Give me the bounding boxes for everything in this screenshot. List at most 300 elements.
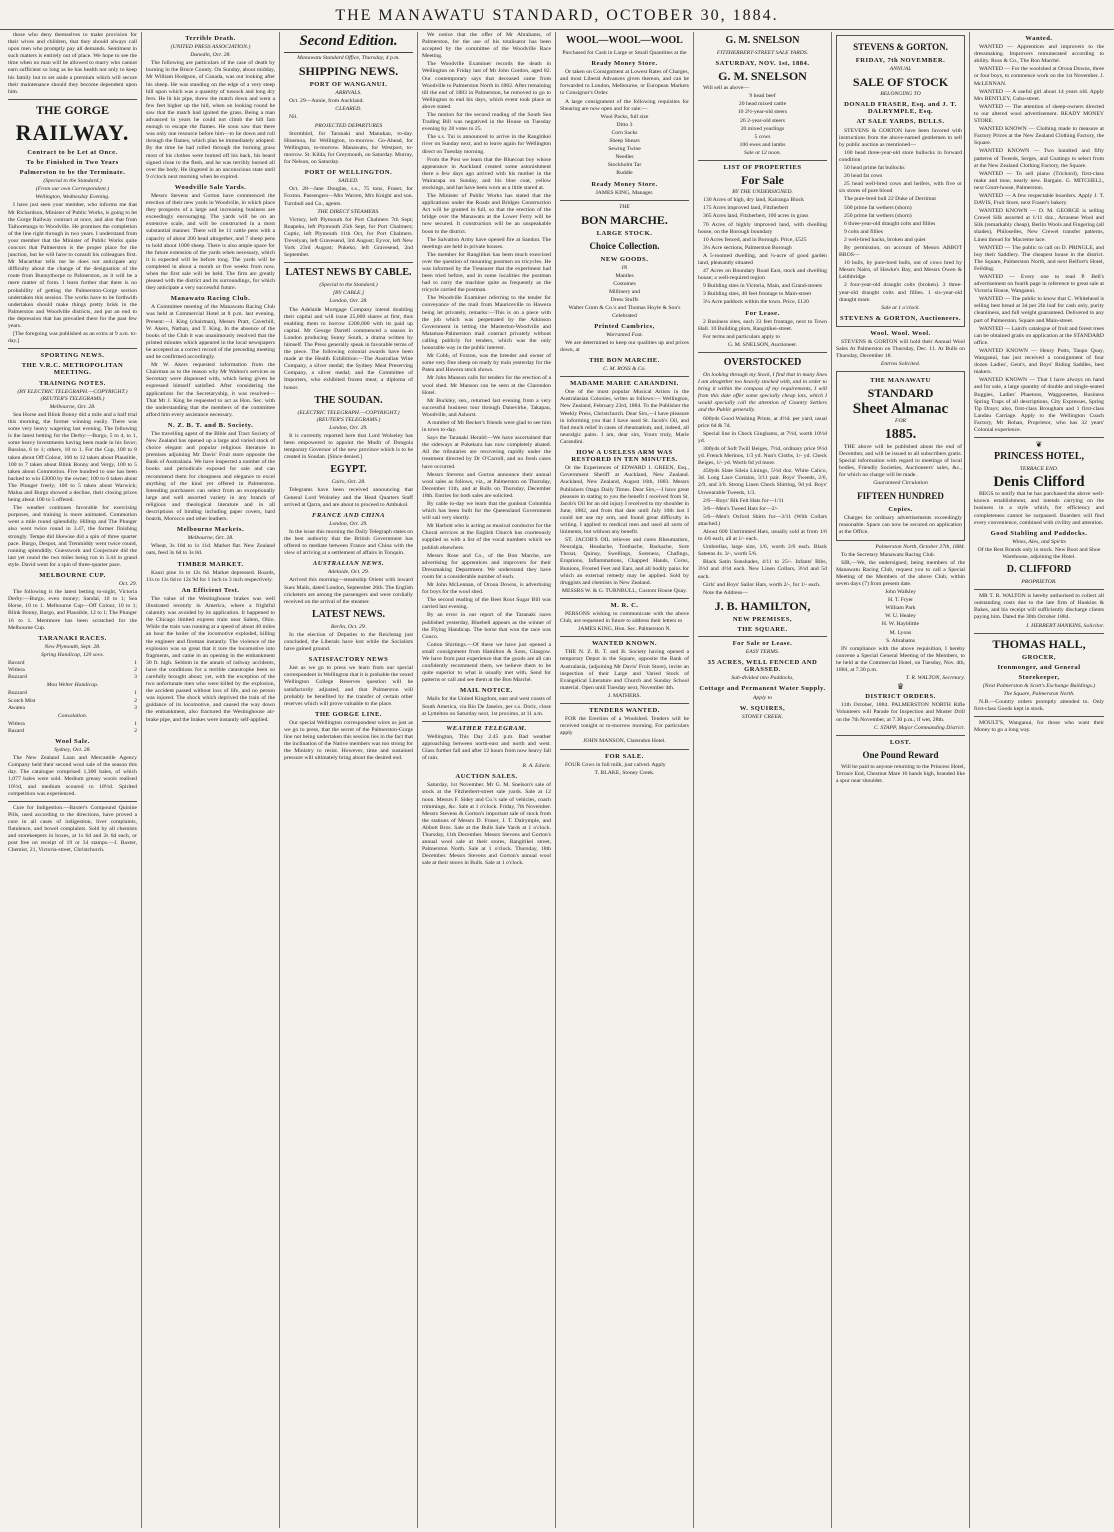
list-item: WANTED — The public to call on D. PRINGLE, and buy their Saddlery. The cheapest house in the district. The Square, Palmerston North, and next Belfort's Hotel, Feilding. <box>974 244 1104 272</box>
list-item: 20 mixed yearlings <box>740 125 785 132</box>
subheadline: PORT OF WANGANUI. <box>309 81 388 89</box>
horse-name: Witlera <box>8 667 25 674</box>
horse-name: Buzzard <box>8 674 27 681</box>
ad-headline: BON MARCHE. <box>581 212 668 227</box>
ad-headline: LOST. <box>889 738 912 746</box>
list-item: Ruddle <box>616 170 633 177</box>
advertisement-text: BEGS to notify that he has purchased the above well-known establishment, and intends carrying on the business in a style which, for efficiency and completeness cannot be surpassed. Boarders will find every convenience, combined with civility and attention. <box>974 491 1104 526</box>
section-heading: MAIL NOTICE. <box>460 687 513 695</box>
advertisement-text: For terms and particulars apply to <box>703 333 780 340</box>
ad-headline: NEW PREMISES, <box>732 615 793 623</box>
dateline: Berlin, Oct. 29. <box>330 623 367 630</box>
headline: THE GORGE <box>35 102 109 117</box>
list-item: 175 Acres improved land, Fitzherbert <box>703 205 789 212</box>
article-text: The value of the Westinghouse brakes was well illustrated recently in America, where a frightful calamity was avoided by its application. It happened to the Chicago limited express train near Salem, Ohio. While the train was running at a speed of about 40 miles an hour the boiler of the locomotive exploded, killing the engineer and fireman instantly. The violence of the explosion was so great that it tore the locomotive into fragments, and came in an opening in the embankment 30 ft. high. Seldom in the annals of railway accidents, have the conditions for a terrible catastrophe been so carefully brought about; yet, with the exception of the two unfortunate men who were killed by the explosion, the accident passed without loss of life, and no person was injured. The shock which deprived the train of the guidance of its locomotive, and caused the way down the embankment, also fractured the Westinghouse air-brake pipe, and the brakes were instantly self-applied. <box>146 595 275 723</box>
list-item: WANTED KNOWN — Two hundred and fifty patterns of Tweeds, Serges, and Coatings to select from at the New Zealand Clothing Factory, the Square. <box>974 148 1104 169</box>
ad-text: PROPRIETOR. <box>1021 579 1057 586</box>
section-heading: Wanted. <box>1025 35 1053 42</box>
place: 2 <box>134 667 137 674</box>
advertisement-text: Purchased for Cash in Large or Small Quantities at the <box>562 50 687 56</box>
subheadline: THE V.R.C. METROPOLITAN MEETING. <box>21 362 124 377</box>
list-item: 130 Acres of high, dry land, Kairanga Block <box>703 197 804 204</box>
article-text: Sea Horse and Blink Bonny did a mile and a half trial this morning, the former winning easily. There was some very heavy wagering last evening. The following is the latest betting for the Derby:—Burgo, 5 to 4, to 1, some heavy investments having been made in his favor; Bassina, 6 to 1; others, 10 to 1. For the Cup, 100 to 8 taken about Off Colour, 100 to 12 taken about Plausible, 100 to 7 taken about Blink Bonny and Vergy, 100 to 5 taken about Commotion. Five hundred to one has been backed to win £3000 by the owner; 100 to 6 taken about The Plunger freely; 100 to 5 taken about Warwick; Malua and Burgo showed a decline, their closing prices being about 100 to 5 offered. <box>8 411 137 504</box>
ad-headline: SALE OF STOCK <box>852 75 949 90</box>
item-list <box>698 197 827 306</box>
article-text: The Minister of Public Works has stated that the applications under the Roads and Bridges Construction Act will be granted in full, so that the erection of the bridge over the Manawatu at the Lower Ferry will be now secured. It construction will be an unspeakable boon to the district. <box>422 193 551 235</box>
article-text: Mr W. Akers requested information from the Chairman as to the reason why Mr Walton's services as Secretary were dispensed with, which being given he expressed himself satisfied. After considering the applications for the Secretaryship, it was resolved—That Mr J. King be requested to act as Hon. Sec. with the understanding that the members of the committee afford him every assistance necessary. <box>146 362 275 418</box>
list-item: 6 three-year-old draught colts and fillies <box>844 220 936 227</box>
article-text: By cable to-day we learn that the gunboat Columbia which has been built for the Queensland Government will sail very shortly. <box>422 501 551 522</box>
advertisement-text: 2 Business sites, each 33 feet frontage, next to Town Hall. 10 Building plots, Rangitikei-street. <box>698 318 827 332</box>
list-item: W. U. Healey <box>885 613 916 620</box>
result-row <box>8 674 137 681</box>
advertisement-text: FOUR Cows in full milk, just calved. Apply <box>565 761 666 768</box>
place: 1 <box>134 720 137 727</box>
ad-headline: Ready Money Store. <box>591 60 658 68</box>
article-text: In the issue this morning the Daily Telegraph states on the best authority that the British Government has offered to mediate between France and China with the view of arriving at a settlement of affairs in Tonquin. <box>284 528 413 557</box>
ad-text: Guaranteed Circulation <box>873 480 928 487</box>
ad-headline: Storekeeper, <box>1018 673 1060 681</box>
ad-headline: Ready Money Store. <box>591 180 658 188</box>
list-item: WANTED — The attention of sheep-owners directed to our altered wool advertisement. READY MONEY STORE. <box>974 103 1104 125</box>
section-heading: THE SOUDAN. <box>314 394 383 406</box>
ad-headline: 35 ACRES, WELL FENCED AND GRASSED. <box>707 659 818 674</box>
race-name: Spring Handicap, 120 sovs. <box>40 651 105 658</box>
signature: T. BLAKE, Stoney Creek. <box>594 769 655 776</box>
signature: J. MATHERS. <box>607 692 642 699</box>
item-list <box>560 273 689 304</box>
list-item: 100 head three-year-old store bullocks in forward condition <box>839 149 962 163</box>
ad-text: Sale at 12 noon. <box>744 149 781 156</box>
ad-headline: Wines, Ales, and Spirits <box>1012 538 1066 545</box>
horse-name: Awatea <box>8 704 25 711</box>
list-item: 100 ewes and lambs <box>739 141 786 148</box>
list-item: William Park <box>885 605 916 612</box>
place: 2 <box>134 727 137 734</box>
advertisement-text: FOR the Erection of a Woolshed. Tenders will be received tonight or to-morrow morning. For particulars apply <box>560 716 689 737</box>
dateline: Cairo, Oct. 28. <box>331 479 366 486</box>
section-heading: EGYPT. <box>330 464 367 476</box>
list-item: H. W. Hayblittle <box>881 621 920 628</box>
list-item: WANTED KNOWN — Henry Potts, Taupo Quay, Wanganui, has just received a consignment of four dozen Ladies', Gent's, and Boys' Riding Saddles, best makers. <box>974 347 1104 376</box>
article-text: Messrs Stevens and Gorton announce their annual wool sales as follows, viz., at Palmerston on Thursday, December 11th, and at Bulls on Thursday, December 18th. Entries for both sales are solicited. <box>422 471 551 499</box>
label: THE DIRECT STEAMERS. <box>317 208 380 215</box>
result-row <box>8 660 137 667</box>
ad-headline: For Lease. <box>745 309 780 317</box>
signature: MESSRS W. & G. TURNBULL, Custom House Quay. <box>561 587 688 594</box>
article-text: Arrived this morning—steamship Orient with inward Suez Mails, dated London, September 26th. The English cricketers are among the passengers and were cordially received on the arrival of the steamer. <box>284 577 413 605</box>
subheadline: Palmerston to be the Terminate. <box>19 169 126 177</box>
article-text: Telegrams have been received announcing that General Lord Wolseley and the Head Quarters Staff arrived at Qarra, and are about to proceed to Ambukol. <box>284 487 413 508</box>
classified-ads <box>974 44 1104 434</box>
ad-text: Warranted Fast. <box>605 331 644 338</box>
list-item: H. T. Fryer <box>887 597 914 604</box>
article-text: Just as we go to press we learn from our special correspondent in Wellington that it is probable the vexed Wellington College Reserves question will be satisfactorily adjusted, and that Palmerston will probably be benefited by the transfer of certain other reserves which will prove valuable to the place. <box>284 665 413 707</box>
list-item: Stockholm Tar <box>607 162 642 169</box>
byline: (Special to the Standard.) <box>319 282 378 289</box>
signature: R. A. Edwin. <box>522 763 551 770</box>
horse-name: Witlera <box>8 720 25 727</box>
list-item: WANTED KNOWN — Clothing made to measure at Factory Prices at the New Zealand Clothing Factory, the Square. <box>974 126 1104 147</box>
ad-text: Sale at 1 o'clock. <box>881 304 920 311</box>
dateline: Oct. 29. <box>118 581 137 588</box>
section-heading: FRANCE AND CHINA <box>312 511 385 519</box>
ad-headline: WANTED KNOWN. <box>591 640 658 648</box>
ad-text: Apply to <box>752 694 773 701</box>
ad-headline: DISTRICT ORDERS. <box>865 693 936 701</box>
article-text: A Committee meeting of the Manawatu Racing Club was held at Commercial Hotel at 8 p.m. last evening. Present:—J. King (chairman), Messrs Pratt, Caverhill, W. Akers, Nathan, and T. King. In the absence of the books of the Club it was unanimously resolved that the printed minutes which appeared in the local newspapers be accepted as a correct record of the preceding meeting and be confirmed accordingly. <box>146 304 275 361</box>
signature: W. SQUIRES, <box>739 704 786 712</box>
subheadline: TIMBER MARKET. <box>177 560 244 568</box>
ad-headline: TENDERS WANTED. <box>589 707 660 715</box>
list-item: Ditto 3 <box>616 121 633 128</box>
article-text: By an error in our report of the Taranaki races published yesterday, Bluebell appears as the winner of the Flying Handicap. The horse that won the race was Cuuco. <box>422 612 551 640</box>
ad-headline: THE <box>619 203 630 210</box>
subheadline: Manawatu Racing Club. <box>170 295 251 303</box>
article-text: Oct. 29—Annie, from Auckland. <box>289 98 364 105</box>
article-text: Stormbird, for Taranaki and Manukau, to-day. Hinemoa, for Wellington, to-morrow. Go-Ahead, for Wellington, to-morrow. Manawatu, for Westport, to-morrow. St. Kilda, for Greymouth, on Saturday. Murray, for Nelson, on Saturday. <box>284 130 413 166</box>
column-2 <box>142 32 280 1528</box>
advertisement-text: Walter Crum & Co.'s and Thomas Hoyle & Son's Celebrated <box>568 305 681 319</box>
list-item: John Walkley <box>885 589 916 596</box>
signature: J. HERBERT HANKINS, Solicitor. <box>1025 622 1104 629</box>
article-text: those who deny themselves to make provision for their wives and children, that they should always call upon men who promptly pay all demands. Sentiment in such matters is entirely out of place. We hope to see the time when no man will be allowed to marry who cannot earn sufficient so long as he has health not only to keep his family but to set aside a premium which will secure their maintenance should they become dependent upon him. <box>8 32 137 95</box>
dateline: London, Oct. 29. <box>329 424 368 431</box>
label: SAILED. <box>338 178 359 185</box>
label: ARRIVALS. <box>335 90 362 97</box>
horse-name: Bazard <box>8 727 25 734</box>
result-row <box>8 667 137 674</box>
article-text: [The foregoing was published as an extra at 9 a.m. to-day.] <box>8 331 137 345</box>
result-row <box>8 690 137 697</box>
dateline: London, Oct. 28. <box>329 298 368 305</box>
ad-headline: HOW A USELESS ARM WAS RESTORED IN TEN MINUTES. <box>571 449 678 464</box>
article-text: The following is the latest betting to-night, Victoria Derby:—Burgo, even money; Sandal, 10 to 1; Sea Horse, 10 to 1. Melbourne Cup—Off Colour, 10 to 1; Blink Bonny, Burgo, and Plausible, 12 to 1; The Plunger 16 to 1. Mentmore has been scratched for the Melbourne Cup. <box>8 589 137 631</box>
advertisement-text: Or taken on Consignment at Lowest Rates of Charges, and most Liberal Advances given thereon, and can be forwarded to London, Melbourne, or European Markets to Consignor's Order. <box>560 69 689 97</box>
advertisement-text: THE N. Z. B. T. and B. Society having opened a temporary Depot in the Square, opposite the Bank of Australasia, (adjoining Mr Davis' Fruit Store), invite an inspection of their Large and Varied Stock of Evangelical Literature and Church and Sunday School material. Open until Tuesday next, November 4th. <box>560 649 689 691</box>
column-6 <box>694 32 832 1528</box>
article-text: We notice that the offer of Mr Abrahams, of Palmerston, for the use of his totalisator has been accepted by the committee of the Woodville Race Meeting. <box>422 32 551 60</box>
list-item: S. Abrahams <box>885 637 916 644</box>
subheadline: Contract to be Let at Once. <box>27 148 118 156</box>
advertisement-text: By permission, on account of Messrs ABBOT BROS— <box>839 244 962 259</box>
list-item: Costumes <box>613 281 636 288</box>
ad-headline: Denis Clifford <box>993 474 1085 491</box>
ad-headline: Ironmonger, and General <box>997 663 1081 671</box>
dateline: London, Oct. 29. <box>329 520 368 527</box>
newspaper-columns <box>4 32 1110 1528</box>
horse-name: Scotch Mist <box>8 697 36 704</box>
article-text: Mr Harbott who is acting as musical conductor for the Choral services at the English Church has courteously supplied us with a list of the vocal numbers which we publish elsewhere. <box>422 523 551 551</box>
advertisement-text: One of the most popular Musical Artists in the Australasian Colonies, writes as follows:— Wellington, New Zealand, February 23rd, 1884. To the Publisher the Weekly Press, Christchurch. Dear Sirs,—I have pleasure in informing you that I have used St. Jacob's Oil, and find much relief in cases of rheumatism, and, indeed, all neuralgic pains. I am, dear sirs, Yours truly, Marie Carandini. <box>560 389 689 445</box>
ad-headline: SATURDAY, NOV. 1st, 1884. <box>715 60 810 68</box>
stock-sale-ad <box>836 35 965 327</box>
list-item: 50 head prime fat bullocks <box>844 165 905 172</box>
place: 3 <box>134 674 137 681</box>
list-item: 5/6—Men's Oxford Shirts for—3/11 (With Collars attached.) <box>698 513 827 527</box>
list-item: 3/6—Men's Tweed Hats for—2/- <box>703 505 778 512</box>
item-list <box>698 93 827 149</box>
ad-headline: NEW GOODS. <box>600 255 649 263</box>
item-list <box>839 150 962 244</box>
ad-text: Entries Solicited. <box>880 361 921 368</box>
ad-text: TERRACE END. <box>1019 466 1059 473</box>
advertisement-text: Will sell as above— <box>703 85 750 92</box>
dateline: Melbourne, Oct. 28. <box>187 535 234 542</box>
advertisement-text: 11th October, 1884. PALMERSTON NORTH Rifle Volunteers will Parade for Inspection and Muster Drill on the 7th November, at 7.30 p.m.; if wet, 28th. <box>836 702 965 723</box>
subheadline: An Efficient Test. <box>181 586 240 594</box>
edition-title: Second Edition. <box>284 32 413 53</box>
crest-icon: ❦ <box>1035 440 1043 450</box>
place: 1 <box>134 690 137 697</box>
place: 1 <box>134 660 137 667</box>
advertisement-text: Charges for ordinary advertisements exceedingly reasonable. Space can now be secured on application at the Office. <box>839 515 962 536</box>
section-heading: LATEST NEWS BY CABLE. <box>285 267 412 279</box>
list-item: 3 Building sites, 40 feet frontage to Main-street <box>703 291 812 298</box>
list-item: 25 head well-bred cows and heifers, with five or six stores of pure blood <box>839 181 962 195</box>
race-results <box>8 721 137 735</box>
list-item: 10 Acres fenced, and in Borough. Price, £525 <box>703 236 807 243</box>
byline: (BY ELECTRIC TELEGRAPH.—COPYRIGHT.) (REUTER'S TELEGRAMS.) <box>17 388 128 402</box>
dateline: Adelaide, Oct. 29. <box>327 569 370 576</box>
ad-headline: Printed Cambrics, <box>594 322 655 330</box>
ad-text: EASY TERMS. <box>745 649 780 656</box>
ad-headline: G. M. SNELSON <box>718 69 807 84</box>
list-item: M. Lyons <box>889 629 912 636</box>
ad-headline: Good Stabling and Paddocks. <box>990 529 1088 537</box>
advertisement-text: MR T. R. WALTON is hereby authorised to collect all outstanding costs due to the late firm of Hankins & Bakes, and his receipt will sufficiently discharge clients paying him. Dated the 30th October 1884. <box>974 593 1104 621</box>
list-item: 10 2½-year-old steers <box>737 109 788 116</box>
signature: JAMES KING, Hon. Sec. Palmerston N. <box>578 626 671 633</box>
list-item: 600yds Good Washing Prints, at 4½d. per yard, usual price 6d & 7d. <box>698 415 827 429</box>
horse-name: Bavard <box>8 660 25 667</box>
list-item: 450yds Slate Sileia Linings, 5½d doz. White Calico, 3d. Long Lace Curtains, 3/11 pair. Boys' Tweeds, 2/6, 2/9, and 3/6. Strong Linen Check Shirting, 9d yd. Boys' Unwearable Tweeds, 1/3. <box>698 468 827 496</box>
ad-headline: FOR SALE. <box>605 752 644 760</box>
place: 2 <box>134 697 137 704</box>
ad-headline: D. CLIFFORD <box>1006 564 1072 576</box>
list-item: Wool Packs, full size <box>600 113 649 120</box>
signature: JOHN MANSON, Clarendon Hotel. <box>583 738 666 745</box>
article-text: The weather continues favorable for exercising purposes, and training is more animated. Commotion went a mile round splendidly. Hilltop and The Plunger also went twice round in 3.47, the former finishing strongly. Tempe did likewise did a spin of three quarter pace. Burgo, Despot, and Trenmiddy went twice round, running splendidly. Guesswork and Conjecture did the last yet round the two miles being run in 3.44 in grand style. David went for a spin of three-quarter pace. <box>8 505 137 568</box>
subheadline: Melbourne Markets. <box>176 526 245 534</box>
ad-headline: For Sale <box>741 173 784 188</box>
article-text: Mr Cobb, of Foxton, was the breeder and owner of some very fine sheep on ready by train yesterday for the Patea and Hawera stock shows. <box>422 353 551 374</box>
ad-headline: MADAME MARIE CARANDINI. <box>570 380 679 388</box>
article-text: The motion for the second reading of the South Sea Trading Bill was negatived in the House on Tuesday evening by 28 votes to 25. <box>422 112 551 133</box>
list-item: 365 Acres land, Fitzherbert, 100 acres in grass <box>703 213 809 220</box>
ad-headline: J. B. HAMILTON, <box>714 598 811 613</box>
ad-headline: Sheet Almanac <box>852 401 949 418</box>
advertisement-text: We are determined to keep our qualities up and prices down, at <box>560 339 689 353</box>
list-item: Millinery and <box>608 289 641 296</box>
column-4 <box>418 32 556 1528</box>
subheadline: MELBOURNE CUP. <box>39 572 106 579</box>
byline: (ELECTRIC TELEGRAPH.—COPYRIGHT.) (REUTER'S TELEGRAMS.) <box>297 409 400 423</box>
ad-headline: FIFTEEN HUNDRED <box>857 491 944 502</box>
ad-headline: LARGE STOCK. <box>596 229 653 237</box>
ad-headline: Choice Collection. <box>589 240 660 251</box>
signature: STONEY CREEK. <box>741 713 784 720</box>
list-item: Special line in Check Ginghams, at 7½d, worth 10½d yd. <box>698 430 827 444</box>
article-text: Kauri pine 1s to 12s 6d. Market depressed. Boards, 11s to 11s 6d to 12s 9d for 1 inch to 3 inch respectively. <box>146 569 275 583</box>
list-item: About 600 Untrimmed Hats, usually sold at from 1/6 to 4/6 each, all at 1/- each. <box>698 528 827 543</box>
ad-text: FITZHERBERT-STREET SALE YARDS. <box>716 50 809 56</box>
result-row <box>8 705 137 712</box>
column-8 <box>970 32 1108 1528</box>
advertisement-text: SIR,—We, the undersigned, being members of the Manawatu Racing Club, request you to call a Special Meeting of the Members of the above Club, within seven days (7) from present date. <box>836 559 965 587</box>
advertisement-text: STEVENS & GORTON have been favored with instructions from the above-named gentlemen to sell by public auction as mentioned— <box>839 127 962 148</box>
list-item: Corn Sacks <box>611 129 638 136</box>
subheadline: PORT OF WELLINGTON. <box>304 169 393 177</box>
byline: (From our own Correspondent.) <box>35 186 110 193</box>
article-text: Wellington, This Day 2.45 p.m. Bad weather approaching between north-east and north and west. Glass further fall and after 12 hours from now heavy fall of rain. <box>422 733 551 762</box>
dateline: Manawatu Standard Office, Thursday, 4 p.m. <box>297 55 400 61</box>
signature: T. R. WALTON, Secretary. <box>905 675 965 682</box>
article-text: Oct. 28—Jane Douglas, s.s., 75 tons, Fraser, for Foxton. Passengers—Mrs Warren, Mrs Knight and son. Turnbull and Co., agents. <box>284 186 413 207</box>
list-item: Mantles <box>615 273 634 280</box>
ad-headline: THOMAS HALL, <box>992 636 1086 651</box>
ad-headline: AT SALE YARDS, BULLS. <box>856 118 945 126</box>
article-text: Mails for the United Kingdom, east and west coasts of South America, via Rio De Janeiro, per s.s. Doric, close at Lyttelton on Saturday next, 1st proximo, at 11 a.m. <box>422 696 551 717</box>
list-item: 500 prime fat wethers (shorn) <box>844 204 912 211</box>
article-text: From the Post we learn that the Bluecoat boy whose appearance in Auckland created some astonishment there a few days ago arrived with his mother in the Wairarapa on Sunday, and his blue coat, yellow stockings, and hat have been worn as a little stared at. <box>422 156 551 191</box>
list-item: Sewing Twine <box>608 146 641 153</box>
article-text: Mr Buckley, sen., returned last evening from a very successful business tour through Danevirke, Takapau, Woodville, and Ashurst. <box>422 397 551 418</box>
headline: RAILWAY. <box>15 119 130 145</box>
signature: C. STAPP, Major Commanding District. <box>873 724 965 731</box>
ad-headline: G. M. SNELSON <box>725 35 800 46</box>
list-item: 3¼ Acre sections, Palmerston Borough <box>703 244 792 251</box>
list-item: A 5-roomed dwelling, and ¼-acre of good garden land, pleasantly situated <box>698 252 827 266</box>
article-text: The second reading of the Beet Root Sugar Bill was carried last evening. <box>422 597 551 611</box>
subheadline: Wool Sale. <box>55 737 90 745</box>
list-item: Dress Stuffs <box>610 297 639 304</box>
ad-headline: THE BON MARCHE. <box>589 357 660 364</box>
list-item: 70 Acres of highly improved land, with dwelling house, on the Borough boundary <box>698 221 827 235</box>
article-text: Nil. <box>289 114 298 121</box>
article-text: Wheat, 3s 10d to 1s 11d. Market flat. New Zealand oats, feed 3s 6d to 3s 8d. <box>146 543 275 557</box>
race-name: Moa Welter Handicap. <box>46 682 99 689</box>
ad-headline: FRIDAY, 7th NOVEMBER. <box>855 57 946 64</box>
crown-icon: ♛ <box>896 682 905 692</box>
list-item: 9 head beef <box>749 93 776 100</box>
advertisement-text: Will be paid to anyone returning to the Princess Hotel, Terrace End, Chestnut Mare 16 hands high, branded like a spur near shoulder. <box>836 763 965 785</box>
ad-text: The Square, Palmerston North. <box>1003 691 1075 698</box>
column-7 <box>832 32 970 1528</box>
list-item: 20 head mixed cattle <box>738 101 787 108</box>
article-text: The Adelaide Mortgage Company intend doubling their capital and will issue 25,000 shares at first, thus enabling them to borrow £200,000 with its paid up capital. Mr George Darrell commenced a season in London producing Sunny South, a drama written by himself. The Press generally speak in favorable terms of the piece. The following colonial awards have been made at the Health Exhibition:—The Australian Wine Company, a silver medal; the Sydney Meat Preserving Company, a silver medal; and the Committee of Importers, who exhibited frozen meat, a diploma of honor. <box>284 306 413 391</box>
advertisement-text: Or the Experiences of EDWARD I. GREEN, Esq., Government Sheriff at Auckland, New Zealand. Auckland, New Zealand, August 16th, 1883. Messrs Publishers Otago Daily Times. Dear Sirs,—I have great pleasure in stating to you the benefit I received from St. Jacob's Oil for an old injury I received to my shoulder in June, 1882, and from that date until July 10th last I could not use my arm, and found great difficulty in writing. I applied to medical men and used all sorts of liniments, but without any benefit. <box>560 465 689 536</box>
section-heading: AUCTION SALES. <box>455 773 518 781</box>
article-text: It is currently reported here that Lord Wolseley has been empowered to appoint the Mudir of Dongola temporary Governor of the new province which is to be created in Soudan. [Since denied.] <box>284 432 413 461</box>
signature: JAMES KING, Manager. <box>595 189 654 196</box>
article-text: Says the Taranaki Herald:—We have ascertained that the sideways at Pukekura has now completely abated. All the tributaries are recovering rapidly under the treatment directed by Dr O'Carroll, and no fresh cases have occurred. <box>422 435 551 470</box>
place: 3 <box>134 704 137 711</box>
subheadline: To be Finished in Two Years <box>26 158 119 166</box>
ad-text: BY THE UNDERSIGNED. <box>732 189 793 196</box>
signatories <box>836 589 965 645</box>
list-item: Black Satin Sunshades, 4/11 to 25/-. Infants' Bibs, 3½d and 4½d each. New Linen Collars, 3½d and 5d each. <box>698 559 827 580</box>
list-item: 9 Building sites in Victoria, Main, and Grand-streets <box>703 283 823 290</box>
article-text: Messrs Rose and Co., of the Bon Marche, are advertising for apprentices and improvers for their Dressmaking Department. We understand they have room for a considerable number of each. <box>422 552 551 580</box>
article-text: The New Zealand Loan and Mercantile Agency Company held their second wool sale of the season this day. The catalogue comprised 1,300 bales, of which 1,077 bales were sold. Medium greasy wools realised 10½d, and medium scoured to 18½d. Spirited competition was experienced. <box>8 755 137 797</box>
advertisement-text: THE above will be published about the end of December, and will be issued to all subscribers gratis. Special information with regard to meetings of local bodies, Friendly Societies, Auctioneers' sales, &c., for which no charge will be made. <box>839 443 962 478</box>
dateline: Melbourne, Oct. 28. <box>49 403 96 410</box>
signature: C. M. ROSS & Co. <box>603 366 646 373</box>
article-text: I have just seen your member, who informs me that Mr Richardson, Minister of Public Works, is going to let the Gorge Railway contract at once, and also that from Taihoretanga to Woodville. He promises the completion of the line right through in two years. I understand from your member that the Minister of Public Works quite concurs that Palmerston is the proper place for the junction, but he will have to consult his colleagues first. Mr Macarthur tells me he does not anticipate any difficulty about the change of the designation of the route from Bunnythorpe to Palmerston, as it will be a mere matter of form. I learn further that there is no probability of getting the Palmerston-Gorge section undertaken this session. The works have to be forthwith undertaken should make things pretty brisk in the Palmerston and Woodville districts, and put an end to the depression that has prevailed there for the past few years. <box>8 202 137 329</box>
article-text: In the election of Deputies to the Reichstag just concluded, the Liberals have lost while the Socialists have gained ground. <box>284 631 413 653</box>
result-row <box>8 721 137 728</box>
ad-headline: PRINCESS HOTEL, <box>993 451 1085 463</box>
article-text: The s.s. Tui is announced to arrive in the Rangitikei river on Sunday next, and to leave again for Wellington direct on Tuesday morning. <box>422 134 551 155</box>
list-item: 250 prime fat wethers (shorn) <box>844 212 912 219</box>
article-text: The following are particulars of the case of death by burning in the Bruce County. On Sunday, about midday, Mr William Hodgson, of Canada, was out looking after his sheep. He was standing on the edge of a very steep hill upon which was a quantity of tussock and long dry fern. He lit his pipe, threw the match down and went a few feet higher up the hill, when on looking round he saw that the match had ignited the grass. Being a man advanced in years he could not climb the hill fast enough to escape the flames. He soon saw that there was only one resource before him—to lie down and roll through the flames, which plan he immediately adopted. By the time he had rolled through the burning grass most of his clothes were burned off his back, his beard signed close to the flesh, and he was terribly burned all over the body. He lingered in an unconscious state until 9 o'clock next morning when he expired. <box>146 60 275 180</box>
list-item: 300yds of Soft Twill Beiges, 7½d, ordinary price 9½d yd. French Merinos, 1/3 yd. Nun's Cloths, 1/- yd. Check Beiges, 1/- yd. Worth 6d yd more. <box>698 445 827 467</box>
ad-headline: For Sale or Lease. <box>732 640 793 647</box>
horse-name: Buzzard <box>8 690 27 697</box>
section-heading: THE GORGE LINE. <box>314 710 383 718</box>
signature: G. M. SNELSON, Auctioneer. <box>727 341 798 348</box>
list-item: WANTED — The public to know that C. Whitehead is selling best bread at 3d per 2lb loaf for cash only, purity cleanliness, and full weight guaranteed. Delivered to any part of Palmerston. Square and Main-street. <box>974 296 1104 324</box>
advertisement-text: Cure for Indigestion.—Baxter's Compound Quinine Pills, used according to the directions, have proved a cure in all cases of indigestion, liver complaints, flatulence, and bowel complaints. Sold by all chemists and storekeepers in boxes, at 1s 6d and 2s 6d each, or post free on receipt of 19 or 34 stamps.—J. Baxter, Chemist, 21, Victoria-street, Christchurch. <box>8 804 137 854</box>
article-text: Mr John McLennan, of Oroua Downs, is advertising for boys for the wool shed. <box>422 582 551 596</box>
section-heading: SPORTING NEWS. <box>40 352 105 360</box>
advertisement-text: STEVENS & GORTON will hold their Annual Wool Sales At Palmerston on Thursday, Dec. 11. At Bulls on Thursday, December 18. <box>836 339 965 360</box>
byline: (Special to the Standard.) <box>43 178 102 185</box>
ad-headline: STEVENS & GORTON. <box>853 42 948 52</box>
article-text: The travelling agent of the Bible and Tract Society of New Zealand has opened up a large and varied stock of choice elegant and popular religious literature in premises adjoining Mr Davis' Fruit store opposite the Bank of Australasia. We have inspected a number of the books and periodicals exposed for sale and can recommend them for cheapness and elegance to excel anything of the kind yet offered in Palmerston. Intending purchasers can select from an exceptionally large and well assorted variety in any branch of religious and theological literature and in all descriptions of binding including paper covers, hard boards, Morocco and other leathers. <box>146 430 275 523</box>
article-text: Messrs Stevens and Gorton have commenced the erection of their new yards in Woodville, in which place they prospects of a large and increasing business are exceedingly encouraging. The yards will be on an extensive scale, and will be constructed in a most substantial manner. There will be 11 cattle pens with a capacity of about 200 head altogether, and 7 sheep pens to hold about 1000 sheep. There is also ample space for the future extension of the yards when necessary, which it is expected will be before long. The yards will be completed in about a month or five weeks from now, when the first sale will be held. The firm are greatly pleased with the district and its surroundings, for which they anticipate a very successful future. <box>146 192 275 292</box>
list-item: 26 2-year-old steers <box>739 117 786 124</box>
section-heading: AUSTRALIAN NEWS. <box>312 560 385 568</box>
race-results <box>8 690 137 711</box>
ad-headline: STANDARD <box>867 386 934 401</box>
list-item: WANTED — Laird's catalogue of fruit and forest trees can be obtained gratis on application at the STANDARD office. <box>974 325 1104 346</box>
dateline: Dunedin, Oct. 28. <box>190 52 231 59</box>
dateline: Palmerston North, October 27th, 1884. <box>875 543 965 550</box>
ad-headline: THE SQUARE. <box>737 625 788 633</box>
result-row <box>8 728 137 735</box>
advertisement-text: PERSONS wishing to communicate with the above Club, are requested in future to address their letters to <box>560 611 689 625</box>
article-text: Our special Wellington correspondent wires us just as we go to press, that the secret of the Palmerston-Gorge line not being undertaken this session lies in the fact that the inclination of the Native members was too strong for the Ministry to resist. However, time and sustained pressure will ultimately bring about the desired end. <box>284 719 413 762</box>
article-text: The Woodville Examiner referring to the tender for conveyance of the mail from Mauriceville to Hawera being let privately, remarks:—This is on a piece with the job which was perpetrated by the Atkinson Government in letting the Masterton-Woodville and Matamau-Palmerston mail contract privately without calling publicly for tenders, which was the only honorable way in the public interest. <box>422 295 551 352</box>
label: CLEARED. <box>335 106 362 113</box>
ad-headline: One Pound Reward <box>862 749 939 760</box>
dateline: Wellington, Wednesday Evening. <box>35 194 110 201</box>
list-item: Sheep Shears <box>609 138 640 145</box>
section-heading: WEATHER TELEGRAM. <box>446 724 527 732</box>
list-item: WANTED KNOWN — D. M. GEORGE is selling Crewel Silk assorted at 1/11 doz., Arrasene Wool and Silk (remarkably cheap), Berlin Wools and Fingering (all shades), Philoselles, New Crewel transfer patterns, Linen thread for Macreme lace. <box>974 208 1104 243</box>
list-item: 5 cows <box>754 133 771 140</box>
list-item: 9 colts and fillies <box>844 228 884 235</box>
article-text: Cotton Shirtings.—Of these we have just opened a small consignment from Hamilton & Sons, Glasgow. We have from past experience that the goods are all can confidently recommend them, we believe them to be quite superior to what is usually met with. Send for patterns or call and see them at the Bon Marché. <box>422 641 551 684</box>
race-results <box>8 660 137 681</box>
list-item: 2/6—Boys' Blk Felt Hats for—1/11 <box>703 497 785 504</box>
section-heading: SATISFACTORY NEWS <box>308 656 389 664</box>
label: PROJECTED DEPARTURES <box>314 122 383 129</box>
advertisement-text: A large consignment of the following requisites for Shearing are now open and for sale:— <box>560 98 689 112</box>
ad-headline: OVERSTOCKED <box>723 357 802 368</box>
article-text: The member for Rangitikei has been much exercised over the question of mounting postmen on tricycles. He was informed by the Treasurer that the experiment had been tried before, and in some localities the postman had to carry the machine quite as frequently as the tricycle carried the postman. <box>422 251 551 294</box>
advertisement-text: ST. JACOB'S OIL relieves and cures Rheumatism, Neuralgia, Headache, Toothache, Backache, Sore Throat, Quinsy, Swellings, Soreness, Chafings, Eruptions, Inflammations, Chapped Hands, Corns, Bunions, Frosted Feet and Ears, and all bodily pains for which an external remedy may be applied. Sold by druggists and chemists in New Zealand. <box>560 537 689 586</box>
ad-text: FOR <box>894 418 907 425</box>
list-item: 20 head fat cows <box>844 173 883 180</box>
ad-headline: GROCER, <box>1021 653 1057 661</box>
column-1 <box>4 32 142 1528</box>
subheadline: TARANAKI RACES. <box>38 634 107 642</box>
subheadline: Woodville Sale Yards. <box>174 183 247 191</box>
advertisement-text: To the Secretary Manawatu Racing Club. <box>841 551 936 558</box>
